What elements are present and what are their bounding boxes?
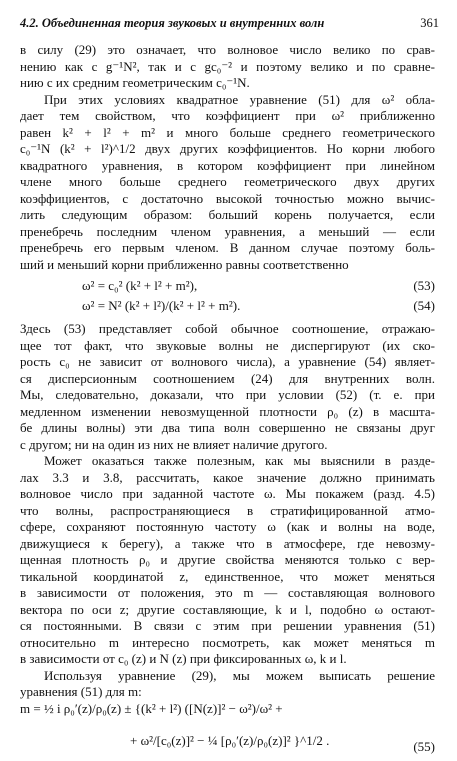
equation-number: (53) [413, 278, 435, 293]
text-line: Здесь (53) представляет собой обычное соотношение, отражаю- [20, 321, 435, 336]
text-line: щенная плотность ρ₀ и другие свойства меняются только с вер- [20, 552, 435, 567]
equation-54 [20, 297, 435, 317]
paragraph-3 [20, 321, 435, 453]
section-title: 4.2. Объединенная теория звуковых и внутренних волн [20, 16, 325, 30]
equation-line-1: m = ½ i ρ₀′(z)/ρ₀(z) ± {(k² + l²) ([N(z)]² − ω²)/ω² + [20, 700, 283, 716]
text-line: пренебречь последним членом уравнения, а меньший — если [20, 223, 435, 239]
text-line: вектора по оси z; другие составляющие, k и l, подобно ω остают- [20, 601, 435, 617]
body-text [20, 42, 435, 761]
text-line: в зависимости от c₀ (z) и N (z) при фиксированных ω, k и l. [20, 651, 347, 666]
equation-53 [20, 277, 435, 297]
equation-number: (54) [413, 298, 435, 313]
text-line: рость c₀ не зависит от волнового числа), а уравнение (54) являет- [20, 354, 435, 369]
text-line: ся постоянными. В связи с этим при решении уравнения (51) [20, 618, 435, 633]
text-line: члене много больше среднего геометрического двух других [20, 174, 435, 189]
text-line: коэффициентов, с достаточно высокой точностью можно вычис- [20, 190, 435, 206]
equation-expression: ω² = N² (k² + l²)/(k² + l² + m²). [82, 298, 241, 313]
text-line: уравнения (51) для m: [20, 684, 142, 699]
paragraph-5 [20, 668, 435, 701]
text-line: лах 3.3 и 3.8, рассчитать, какое значение должно принимать [20, 469, 435, 485]
text-line: нию с их средним геометрическим c₀⁻¹N. [20, 75, 250, 90]
text-line: ся дисперсионным соотношением (24) для внутренних волн. [20, 370, 435, 386]
text-line: что волны, распространяющиеся в стратифицированной атмо- [20, 502, 435, 518]
text-line: движущиеся к берегу), а также что в атмосфере, где невозму- [20, 535, 435, 551]
text-line: Мы, следовательно, доказали, что при условии (52) (т. е. при [20, 387, 435, 402]
equation-55 [20, 701, 435, 761]
text-line: Может оказаться также полезным, как мы выяснили в разде- [44, 453, 435, 468]
text-line: относительно m интересно посмотреть, как может меняться m [20, 634, 435, 650]
equation-expression: ω² = c₀² (k² + l² + m²), [82, 278, 198, 293]
equation-number: (55) [413, 738, 435, 754]
text-line: медленном изменении невозмущенной плотности ρ₀ (z) в масшта- [20, 403, 435, 419]
text-line: с другом; ни на один из них не влияет наличие другого. [20, 436, 328, 452]
equation-line-2: + ω²/[c₀(z)]² − ¼ [ρ₀′(z)/ρ₀(z)]² }^1/2 . [130, 732, 330, 748]
text-line: Используя уравнение (29), мы можем выписать решение [44, 667, 435, 683]
text-line: тикальной координатой z, единственное, что может меняться [20, 568, 435, 584]
text-line: При этих условиях квадратное уравнение (51) для ω² обла- [44, 91, 435, 107]
running-header [20, 16, 439, 36]
text-line: ший и меньший корни приближенно равны соответственно [20, 256, 349, 272]
text-line: квадратного уравнения, в котором коэффициент при линейном [20, 157, 435, 173]
text-line: c₀⁻¹N (k² + l²)^1/2 двух других коэффициентов. Но корни любого [20, 141, 435, 156]
text-line: в силу (29) это означает, что волновое число велико по срав- [20, 42, 435, 57]
text-line: бе длины волны) эти два типа волн совершенно не связаны друг [20, 420, 435, 435]
text-line: пренебречь его первым членом. В данном случае поэтому боль- [20, 240, 435, 255]
paragraph-1 [20, 42, 435, 92]
text-line: лить следующим образом: больший корень получается, если [20, 207, 435, 222]
text-line: равен k² + l² + m² и много больше среднего геометрического [20, 124, 435, 140]
paragraph-2 [20, 92, 435, 274]
text-line: волновое число при заданной частоте ω. Мы покажем (разд. 4.5) [20, 486, 435, 501]
page-number: 361 [420, 16, 439, 30]
text-line: дает тем свойством, что коэффициент при ω² приближенно [20, 108, 435, 123]
text-line: нению как с g⁻¹N², так и с gc₀⁻² и поэтому велико и по сравне- [20, 58, 435, 74]
text-line: в зависимости от положения, это m — составляющая волнового [20, 585, 435, 600]
text-line: щее тот факт, что звуковые волны не диспергируют (их ско- [20, 337, 435, 353]
paragraph-4 [20, 453, 435, 668]
text-line: сфере, сохраняют постоянную частоту ω (как и волны на воде, [20, 519, 435, 534]
